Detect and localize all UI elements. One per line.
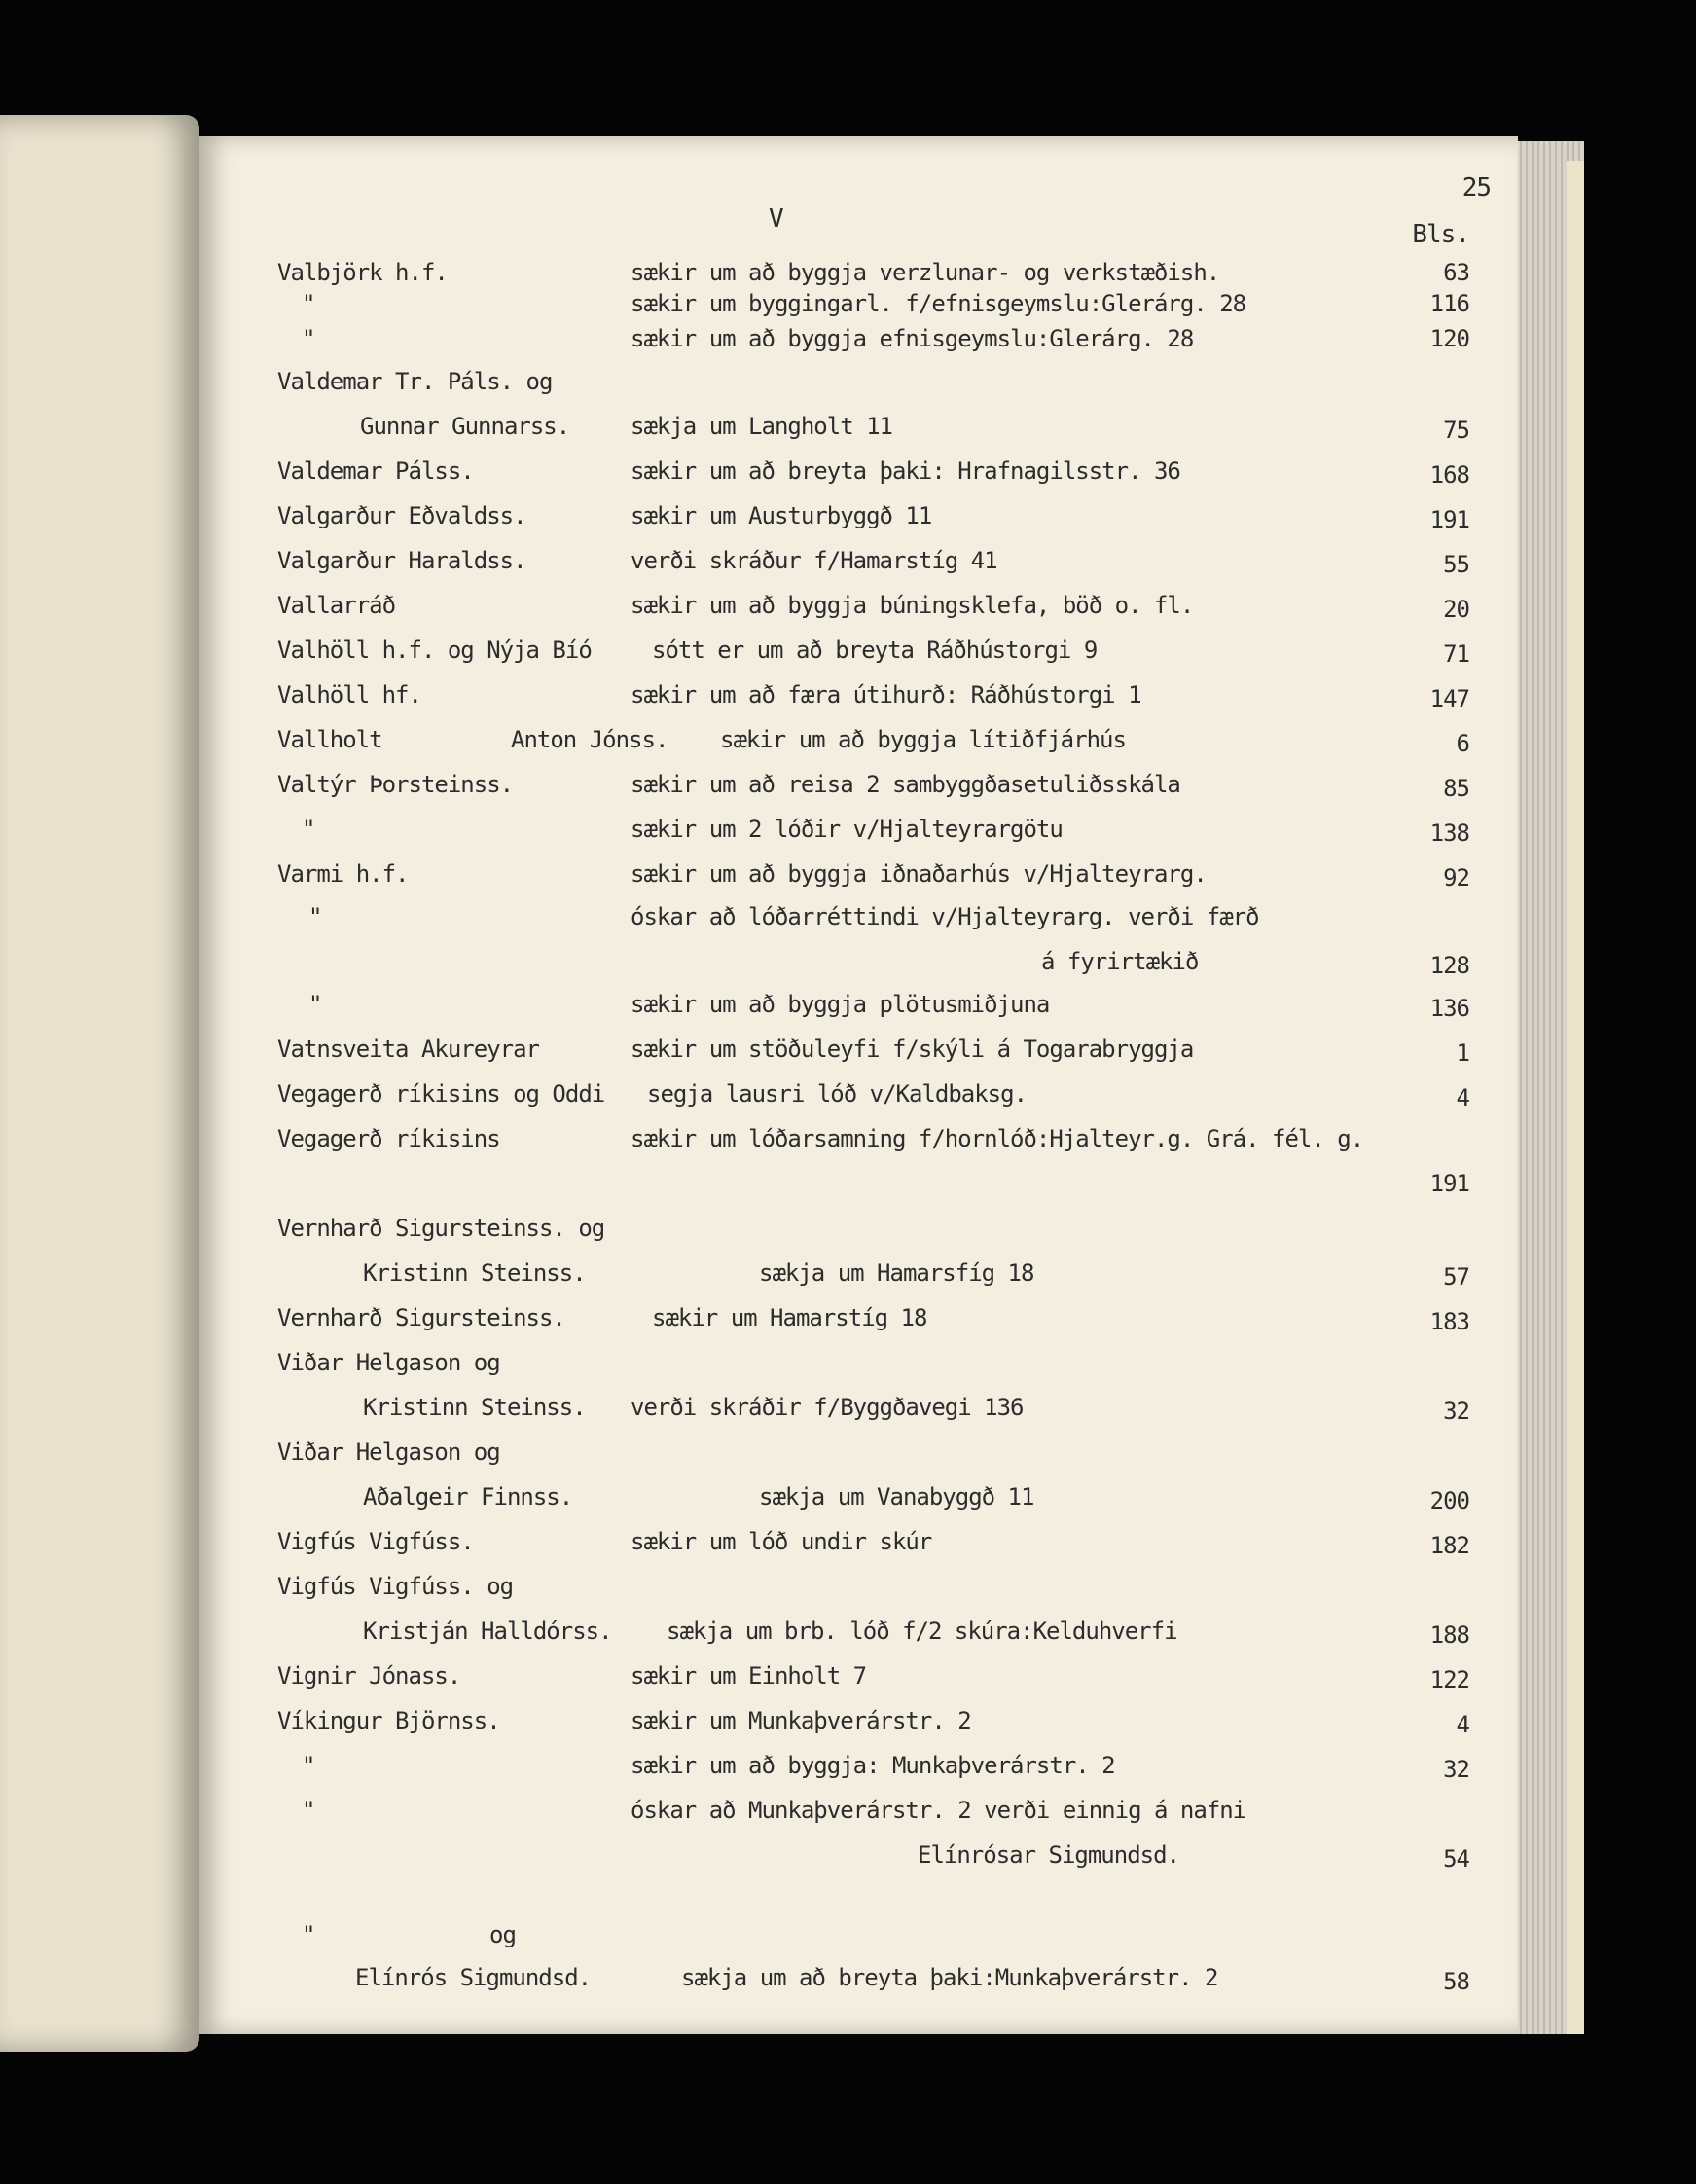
entry-page-ref: 85 bbox=[1443, 775, 1469, 802]
entry-page-ref: 63 bbox=[1443, 259, 1469, 286]
entry-desc: sækir um byggingarl. f/efnisgeymslu:Glerárg. 28 bbox=[631, 290, 1246, 317]
entry-page-ref: 182 bbox=[1429, 1532, 1469, 1559]
column-label: Bls. bbox=[1412, 220, 1469, 249]
entry-page-ref: 6 bbox=[1456, 730, 1469, 757]
ditto-mark: " bbox=[302, 1797, 315, 1824]
entry-name: Vernharð Sigursteinss. bbox=[277, 1304, 565, 1331]
entry-page-ref: 191 bbox=[1429, 506, 1469, 533]
entry-name: Kristinn Steinss. bbox=[363, 1259, 586, 1287]
entry-name: Valbjörk h.f. bbox=[277, 259, 448, 286]
entry-name: Valhöll hf. bbox=[277, 681, 421, 709]
entry-page-ref: 116 bbox=[1429, 290, 1469, 317]
page-number: 25 bbox=[1461, 173, 1491, 202]
entry-name: Aðalgeir Finnss. bbox=[363, 1483, 573, 1511]
ditto-mark: " bbox=[302, 325, 315, 352]
page-stack-edge-inner bbox=[1567, 161, 1584, 2034]
entry-desc: sækir um að byggja iðnaðarhús v/Hjalteyrarg. bbox=[631, 860, 1207, 888]
entry-page-ref: 55 bbox=[1443, 551, 1469, 578]
entry-desc: sækir um lóðarsamning f/hornlóð:Hjalteyr.g. Grá. fél. g. bbox=[631, 1125, 1364, 1152]
entry-desc: segja lausri lóð v/Kaldbaksg. bbox=[647, 1080, 1028, 1108]
entry-desc: sækir um að byggja: Munkaþverárstr. 2 bbox=[631, 1752, 1115, 1779]
entry-name: Vallarráð bbox=[277, 592, 396, 619]
entry-desc: sækir um að byggja plötusmiðjuna bbox=[631, 991, 1050, 1018]
entry-desc: verði skráðir f/Byggðavegi 136 bbox=[631, 1394, 1024, 1421]
entry-name: Valdemar Pálss. bbox=[277, 457, 474, 485]
entry-page-ref: 147 bbox=[1429, 685, 1469, 712]
entry-name: Vallholt bbox=[277, 726, 382, 753]
entry-desc: sækir um að byggja búningsklefa, böð o. fl. bbox=[631, 592, 1194, 619]
entry-desc: sækir um að breyta þaki: Hrafnagilsstr. 36 bbox=[631, 457, 1180, 485]
entry-desc: verði skráður f/Hamarstíg 41 bbox=[631, 547, 997, 574]
entry-desc: sækir um Hamarstíg 18 bbox=[652, 1304, 927, 1331]
entry-name: Valhöll h.f. og Nýja Bíó bbox=[277, 637, 592, 664]
entry-name: Vigfús Vigfúss. bbox=[277, 1528, 474, 1555]
entry-page-ref: 92 bbox=[1443, 864, 1469, 892]
entry-desc: sækir um Munkaþverárstr. 2 bbox=[631, 1707, 971, 1734]
entry-page-ref: 4 bbox=[1456, 1084, 1469, 1111]
entry-desc: sækir um að reisa 2 sambyggðasetuliðsskála bbox=[631, 771, 1180, 798]
entry-desc: sækir um að byggja lítiðfjárhús bbox=[720, 726, 1126, 753]
ditto-mark: " bbox=[302, 1921, 315, 1948]
entry-name: Viðar Helgason og bbox=[277, 1349, 500, 1376]
entry-page-ref: 188 bbox=[1429, 1621, 1469, 1649]
ditto-mark: " bbox=[302, 816, 315, 843]
entry-name: Varmi h.f. bbox=[277, 860, 409, 888]
entry-desc: óskar að Munkaþverárstr. 2 verði einnig á nafni bbox=[631, 1797, 1246, 1824]
entry-page-ref: 32 bbox=[1443, 1398, 1469, 1425]
entry-page-ref: 54 bbox=[1443, 1845, 1469, 1873]
entry-page-ref: 168 bbox=[1429, 461, 1469, 489]
entry-desc: sækir um lóð undir skúr bbox=[631, 1528, 932, 1555]
entry-page-ref: 138 bbox=[1429, 819, 1469, 847]
entry-page-ref: 4 bbox=[1456, 1711, 1469, 1738]
entry-page-ref: 183 bbox=[1429, 1308, 1469, 1335]
entry-desc: óskar að lóðarréttindi v/Hjalteyrarg. verði færð bbox=[631, 903, 1259, 930]
entry-page-ref: 200 bbox=[1429, 1487, 1469, 1514]
entry-page-ref: 128 bbox=[1429, 952, 1469, 979]
entry-desc: sækir um Austurbyggð 11 bbox=[631, 502, 932, 529]
entry-name: Valdemar Tr. Páls. og bbox=[277, 368, 553, 395]
entry-desc: á fyrirtækið bbox=[1041, 948, 1199, 975]
entry-desc: sækir um 2 lóðir v/Hjalteyrargötu bbox=[631, 816, 1063, 843]
entry-desc: sækja um brb. lóð f/2 skúra:Kelduhverfi bbox=[667, 1618, 1177, 1645]
entry-page-ref: 58 bbox=[1443, 1968, 1469, 1995]
entry-desc: sækir um stöðuleyfi f/skýli á Togarabryggja bbox=[631, 1036, 1194, 1063]
entry-page-ref: 120 bbox=[1429, 325, 1469, 352]
entry-page-ref: 136 bbox=[1429, 995, 1469, 1022]
entry-name: Kristinn Steinss. bbox=[363, 1394, 586, 1421]
document-page bbox=[199, 136, 1518, 2034]
entry-name: Vatnsveita Akureyrar bbox=[277, 1036, 539, 1063]
entry-desc: sækir um að færa útihurð: Ráðhústorgi 1 bbox=[631, 681, 1141, 709]
ditto-mark: " bbox=[302, 1752, 315, 1779]
entry-desc: sækja um Hamarsfíg 18 bbox=[759, 1259, 1034, 1287]
entry-page-ref: 191 bbox=[1429, 1170, 1469, 1197]
entry-name: Viðar Helgason og bbox=[277, 1438, 500, 1466]
entry-name: Vignir Jónass. bbox=[277, 1662, 461, 1690]
entry-desc: sækja um Langholt 11 bbox=[631, 413, 892, 440]
entry-name: Valgarður Haraldss. bbox=[277, 547, 526, 574]
section-letter: V bbox=[769, 204, 783, 234]
entry-page-ref: 57 bbox=[1443, 1263, 1469, 1291]
entry-name: Valgarður Eðvaldss. bbox=[277, 502, 526, 529]
entry-name: Gunnar Gunnarss. bbox=[360, 413, 570, 440]
ditto-mark: " bbox=[302, 290, 315, 317]
entry-page-ref: 71 bbox=[1443, 640, 1469, 668]
entry-desc: sótt er um að breyta Ráðhústorgi 9 bbox=[652, 637, 1098, 664]
entry-name: og bbox=[489, 1921, 516, 1948]
entry-name: Kristján Halldórss. bbox=[363, 1618, 612, 1645]
entry-desc: Elínrósar Sigmundsd. bbox=[918, 1841, 1179, 1869]
entry-page-ref: 1 bbox=[1456, 1039, 1469, 1067]
entry-name: Elínrós Sigmundsd. bbox=[355, 1964, 592, 1991]
left-page-edge bbox=[0, 115, 199, 2052]
entry-desc: sækir um að byggja efnisgeymslu:Glerárg. 28 bbox=[631, 325, 1194, 352]
entry-desc: sækir um að byggja verzlunar- og verkstæðish. bbox=[631, 259, 1220, 286]
entry-desc: sækja um að breyta þaki:Munkaþverárstr. 2 bbox=[681, 1964, 1218, 1991]
entry-name: Vernharð Sigursteinss. og bbox=[277, 1215, 605, 1242]
entry-applicant: Anton Jónss. bbox=[511, 726, 668, 753]
entry-name: Víkingur Björnss. bbox=[277, 1707, 500, 1734]
entry-name: Vigfús Vigfúss. og bbox=[277, 1573, 514, 1600]
ditto-mark: " bbox=[308, 903, 322, 930]
entry-name: Vegagerð ríkisins bbox=[277, 1125, 500, 1152]
ditto-mark: " bbox=[308, 991, 322, 1018]
entry-page-ref: 32 bbox=[1443, 1756, 1469, 1783]
entry-name: Valtýr Þorsteinss. bbox=[277, 771, 514, 798]
entry-desc: sækja um Vanabyggð 11 bbox=[759, 1483, 1034, 1511]
entry-page-ref: 20 bbox=[1443, 596, 1469, 623]
entry-name: Vegagerð ríkisins og Oddi bbox=[277, 1080, 605, 1108]
entry-page-ref: 122 bbox=[1429, 1666, 1469, 1693]
entry-page-ref: 75 bbox=[1443, 417, 1469, 444]
entry-desc: sækir um Einholt 7 bbox=[631, 1662, 867, 1690]
